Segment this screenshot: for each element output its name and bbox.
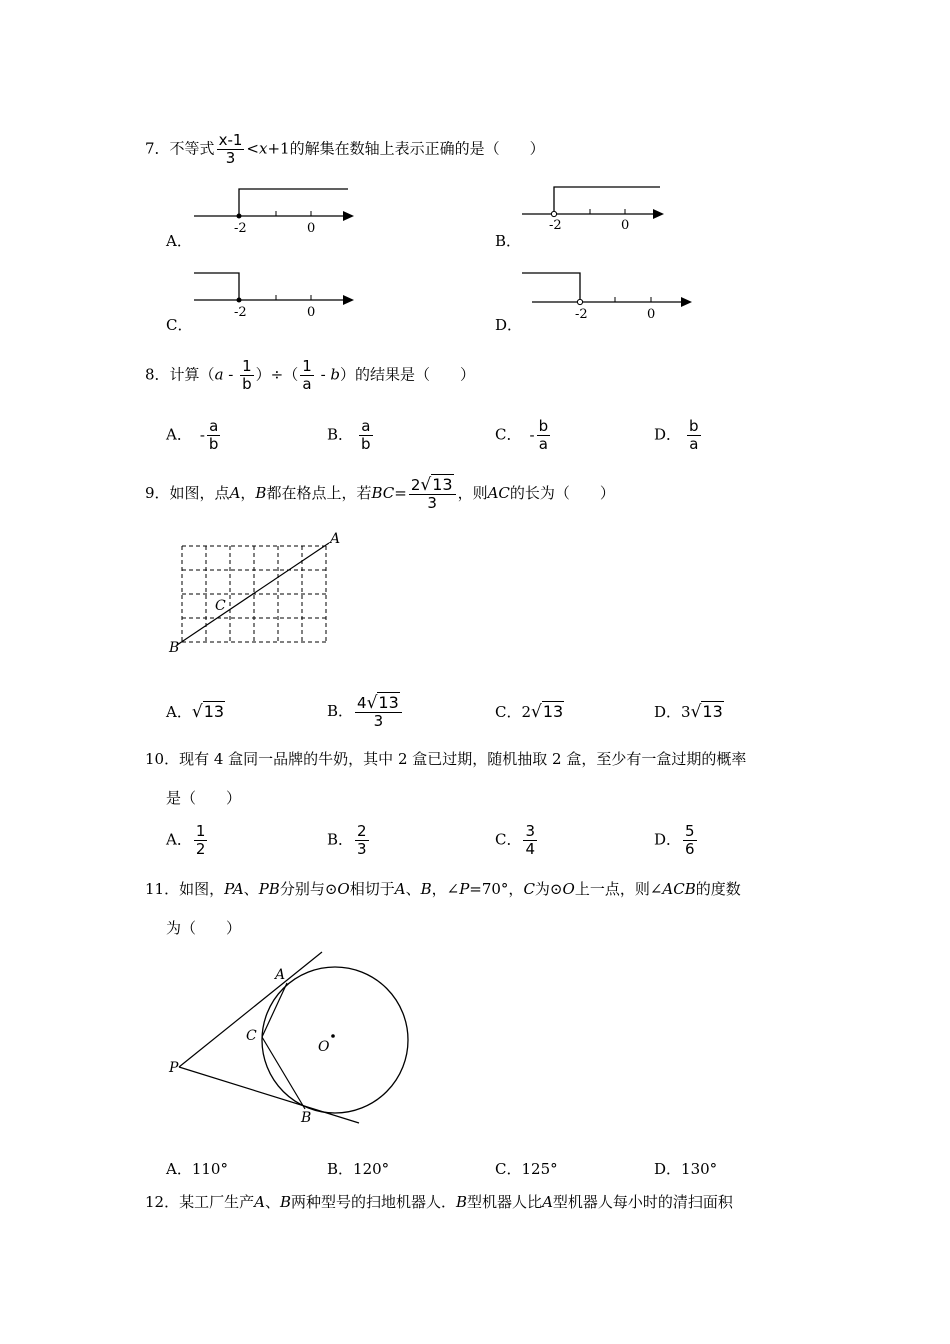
q8-frac1-den: b bbox=[242, 375, 252, 393]
q9-point-a: A bbox=[229, 484, 241, 502]
q9-option-c-rad: 13 bbox=[542, 702, 564, 721]
q12-number: 12． bbox=[145, 1193, 180, 1211]
q8-option-a-den: b bbox=[208, 435, 219, 453]
q10-line2: 是（ ） bbox=[166, 789, 242, 807]
q10-option-a-num: 1 bbox=[195, 822, 206, 840]
q9-given-coef: 2 bbox=[410, 476, 421, 494]
q7-frac-den: 3 bbox=[225, 149, 236, 167]
q8-option-a-sign: - bbox=[199, 425, 205, 444]
q11-acb: ACB bbox=[662, 880, 696, 898]
q10-option-b-label: B． bbox=[327, 830, 354, 849]
q12-line1 bbox=[145, 1193, 733, 1211]
q7-stem bbox=[145, 132, 545, 167]
q9-ac: AC bbox=[487, 484, 510, 502]
q11-s10: 的度数 bbox=[695, 880, 741, 898]
q10-option-b bbox=[327, 823, 371, 858]
q11-number: 11． bbox=[145, 880, 180, 898]
q11-option-b-label: B． bbox=[327, 1160, 354, 1178]
q8-a: a bbox=[214, 365, 224, 384]
q10-option-d-den: 6 bbox=[685, 840, 695, 858]
q8-option-b-frac bbox=[359, 418, 373, 453]
q9-given-den: 3 bbox=[427, 494, 437, 512]
q9-given-frac: $\frac{2√13}{3}$ bbox=[409, 476, 456, 512]
q9-grid-figure bbox=[165, 530, 355, 660]
q7-option-d-numberline bbox=[518, 264, 698, 324]
q11-option-a-label: A． bbox=[166, 1160, 192, 1178]
q10-option-a bbox=[166, 823, 209, 858]
q7-a-tick-0: 0 bbox=[307, 221, 316, 236]
q11-option-b bbox=[327, 1160, 389, 1178]
q8-number: 8． bbox=[145, 365, 170, 384]
q11-option-d-value: 130° bbox=[681, 1160, 718, 1178]
q11-s8: 为⊙ bbox=[534, 880, 563, 898]
q8-frac1-num: 1 bbox=[242, 357, 252, 375]
q11-line2: 为（ ） bbox=[166, 919, 242, 937]
q11-s7: =70°， bbox=[469, 880, 524, 898]
q8-mid: ）÷（ bbox=[255, 365, 299, 384]
q11-pa: PA bbox=[224, 880, 244, 898]
q9-option-b-rad: 13 bbox=[378, 693, 399, 712]
q12-b1: B bbox=[279, 1193, 291, 1211]
q7-d-tick-0: 0 bbox=[647, 307, 656, 322]
q8-option-a bbox=[166, 418, 222, 453]
q9-stem bbox=[145, 476, 615, 512]
q7-post: 的解集在数轴上表示正确的是（ ） bbox=[289, 139, 545, 158]
q7-option-c-numberline bbox=[190, 264, 360, 324]
q9-option-a-rad: 13 bbox=[203, 702, 225, 721]
q7-option-a-label: A． bbox=[166, 232, 192, 250]
q10-option-a-den: 2 bbox=[195, 840, 206, 858]
q11-s1: 如图， bbox=[179, 880, 225, 898]
q8-option-c-num: b bbox=[538, 417, 549, 435]
q11-label-o: O bbox=[318, 1039, 330, 1055]
q11-c: C bbox=[523, 880, 535, 898]
q11-o1: O bbox=[337, 880, 350, 898]
q10-line1 bbox=[145, 750, 746, 768]
q7-option-b-numberline bbox=[518, 178, 678, 238]
q8-minus2: - bbox=[315, 365, 331, 384]
q11-label-a: A bbox=[275, 967, 286, 983]
q12-a1: A bbox=[254, 1193, 265, 1211]
q9-option-a-label: A． bbox=[166, 703, 192, 721]
q9-option-b-den: 3 bbox=[373, 712, 384, 730]
q8-frac2-den: a bbox=[302, 375, 312, 393]
q9-option-c: C．2√13 bbox=[495, 702, 564, 722]
q7-option-c-label: C． bbox=[166, 316, 193, 334]
q7-c-tick-0: 0 bbox=[307, 305, 316, 320]
q11-option-b-value: 120° bbox=[353, 1160, 390, 1178]
q7-b-tick-0: 0 bbox=[621, 218, 630, 233]
q9-given-rad: 13 bbox=[432, 475, 453, 494]
q12-a2: A bbox=[542, 1193, 553, 1211]
q11-s2: 、 bbox=[243, 880, 259, 898]
q7-lt: < bbox=[246, 139, 259, 158]
q12-s5: 型机器人每小时的清扫面积 bbox=[552, 1193, 733, 1211]
q7-fraction bbox=[217, 132, 245, 167]
q8-option-c-frac bbox=[537, 418, 551, 453]
q7-d-tick-neg2: -2 bbox=[575, 307, 588, 322]
q11-label-c: C bbox=[246, 1028, 257, 1044]
q8-option-c-label: C． bbox=[495, 425, 522, 444]
q9-option-b-label: B． bbox=[327, 702, 354, 720]
q9-eq: = bbox=[394, 484, 407, 502]
q9-post1: ，则 bbox=[457, 484, 488, 502]
q7-frac-num: x-1 bbox=[218, 131, 243, 149]
q12-s2: 、 bbox=[264, 1193, 280, 1211]
q11-line1 bbox=[145, 880, 741, 898]
q8-option-d-num: b bbox=[689, 417, 699, 435]
q11-s9: 上一点，则∠ bbox=[574, 880, 663, 898]
q9-post2: 的长为（ ） bbox=[509, 484, 615, 502]
q10-option-c-den: 4 bbox=[525, 840, 536, 858]
q11-o2: O bbox=[562, 880, 575, 898]
q9-option-d-rad: 13 bbox=[702, 702, 723, 721]
q11-tangent-pa bbox=[179, 952, 322, 1067]
q9-label-a: A bbox=[330, 531, 341, 547]
q10-number: 10． bbox=[145, 750, 180, 768]
q7-option-b-label: B． bbox=[495, 232, 522, 250]
q10-option-a-frac bbox=[194, 823, 208, 858]
q11-option-a bbox=[166, 1160, 228, 1178]
q8-b: b bbox=[330, 365, 341, 384]
q12-s3: 两种型号的扫地机器人． bbox=[291, 1193, 457, 1211]
q11-option-a-value: 110° bbox=[191, 1160, 228, 1178]
q10-option-d-num: 5 bbox=[685, 822, 695, 840]
q8-option-b-den: b bbox=[361, 435, 371, 453]
q11-option-d bbox=[654, 1160, 717, 1178]
q11-p: P bbox=[459, 880, 470, 898]
q11-s5: 、 bbox=[405, 880, 421, 898]
q9-label-c: C bbox=[215, 598, 226, 614]
q12-b2: B bbox=[456, 1193, 468, 1211]
q11-option-c-value: 125° bbox=[521, 1160, 558, 1178]
q8-pre: 计算（ bbox=[169, 365, 215, 384]
q10-line1-text: 现有 4 盒同一品牌的牛奶，其中 2 盒已过期，随机抽取 2 盒，至少有一盒过期的概率 bbox=[179, 750, 747, 768]
q7-a-tick-neg2: -2 bbox=[234, 221, 247, 236]
q9-point-b: B bbox=[255, 484, 267, 502]
q10-option-d-label: D． bbox=[654, 830, 682, 849]
q8-option-b-label: B． bbox=[327, 425, 354, 444]
q8-option-d bbox=[654, 418, 703, 453]
q11-s6: ，∠ bbox=[431, 880, 460, 898]
q8-option-c-den: a bbox=[538, 435, 548, 453]
q9-option-c-coef: 2 bbox=[521, 703, 532, 721]
q9-option-b-coef: 4 bbox=[357, 694, 367, 712]
q7-option-a-numberline bbox=[190, 180, 360, 240]
q11-s4: 相切于 bbox=[349, 880, 395, 898]
q10-option-d-frac bbox=[683, 823, 697, 858]
q8-option-b-num: a bbox=[359, 418, 373, 436]
q11-b: B bbox=[420, 880, 432, 898]
q11-tangent-pb bbox=[179, 1067, 359, 1123]
q8-option-d-label: D． bbox=[654, 425, 682, 444]
q11-chord-ca bbox=[262, 983, 287, 1037]
q7-var: x bbox=[258, 139, 268, 158]
q8-option-a-frac bbox=[207, 418, 221, 453]
q9-option-b-frac: $\frac{4√13}{3}$ bbox=[355, 694, 402, 730]
q9-option-c-label: C． bbox=[495, 703, 522, 721]
q9-comma: ， bbox=[240, 484, 256, 502]
q11-tangent-figure bbox=[160, 945, 420, 1135]
q11-label-p: P bbox=[169, 1060, 179, 1076]
q9-option-d: D．3√13 bbox=[654, 702, 723, 722]
q11-option-d-label: D． bbox=[654, 1160, 682, 1178]
q8-option-a-label: A． bbox=[166, 425, 192, 444]
q7-pre: 不等式 bbox=[169, 139, 215, 158]
q10-option-c-frac bbox=[523, 823, 537, 858]
q8-option-b bbox=[327, 418, 375, 453]
q9-label-b: B bbox=[169, 640, 180, 656]
q8-post: ）的结果是（ ） bbox=[340, 365, 476, 384]
q7-plus1: +1 bbox=[267, 139, 290, 158]
q11-a: A bbox=[394, 880, 406, 898]
q9-option-d-label: D． bbox=[654, 703, 682, 721]
q11-label-b: B bbox=[301, 1110, 312, 1126]
q9-option-a: A．√13 bbox=[166, 702, 225, 722]
q8-frac2-num: 1 bbox=[302, 357, 312, 375]
q12-s1: 某工厂生产 bbox=[179, 1193, 255, 1211]
q9-pre: 如图，点 bbox=[169, 484, 230, 502]
q8-option-c-sign: - bbox=[529, 425, 535, 444]
q10-option-c-label: C． bbox=[495, 830, 522, 849]
q9-number: 9． bbox=[145, 484, 170, 502]
q10-option-b-den: 3 bbox=[357, 840, 367, 858]
q10-option-c-num: 3 bbox=[525, 822, 536, 840]
q8-option-d-frac bbox=[687, 418, 701, 453]
q11-center-dot bbox=[331, 1034, 335, 1038]
q8-frac1 bbox=[240, 358, 254, 393]
q10-option-c bbox=[495, 823, 539, 858]
q7-number: 7． bbox=[145, 139, 170, 158]
q10-option-b-num: 2 bbox=[357, 822, 367, 840]
q8-option-d-den: a bbox=[689, 435, 699, 453]
q8-frac2 bbox=[300, 358, 314, 393]
q9-bc: BC bbox=[371, 484, 395, 502]
q9-mid: 都在格点上，若 bbox=[266, 484, 372, 502]
q8-minus1: - bbox=[223, 365, 239, 384]
q11-option-c bbox=[495, 1160, 558, 1178]
q7-b-tick-neg2: -2 bbox=[549, 218, 562, 233]
q9-option-b bbox=[327, 694, 404, 730]
q11-option-c-label: C． bbox=[495, 1160, 522, 1178]
q11-s3: 分别与⊙ bbox=[279, 880, 338, 898]
q8-option-a-num: a bbox=[207, 418, 221, 436]
q11-chord-cb bbox=[262, 1037, 305, 1109]
q7-c-tick-neg2: -2 bbox=[234, 305, 247, 320]
q10-option-d bbox=[654, 823, 699, 858]
q8-option-c bbox=[495, 418, 552, 453]
q11-pb: PB bbox=[258, 880, 280, 898]
q10-option-a-label: A． bbox=[166, 830, 192, 849]
q10-option-b-frac bbox=[355, 823, 369, 858]
q12-s4: 型机器人比 bbox=[467, 1193, 543, 1211]
q7-option-d-label: D． bbox=[495, 316, 523, 334]
q8-stem bbox=[145, 358, 475, 393]
q9-option-d-coef: 3 bbox=[681, 703, 691, 721]
